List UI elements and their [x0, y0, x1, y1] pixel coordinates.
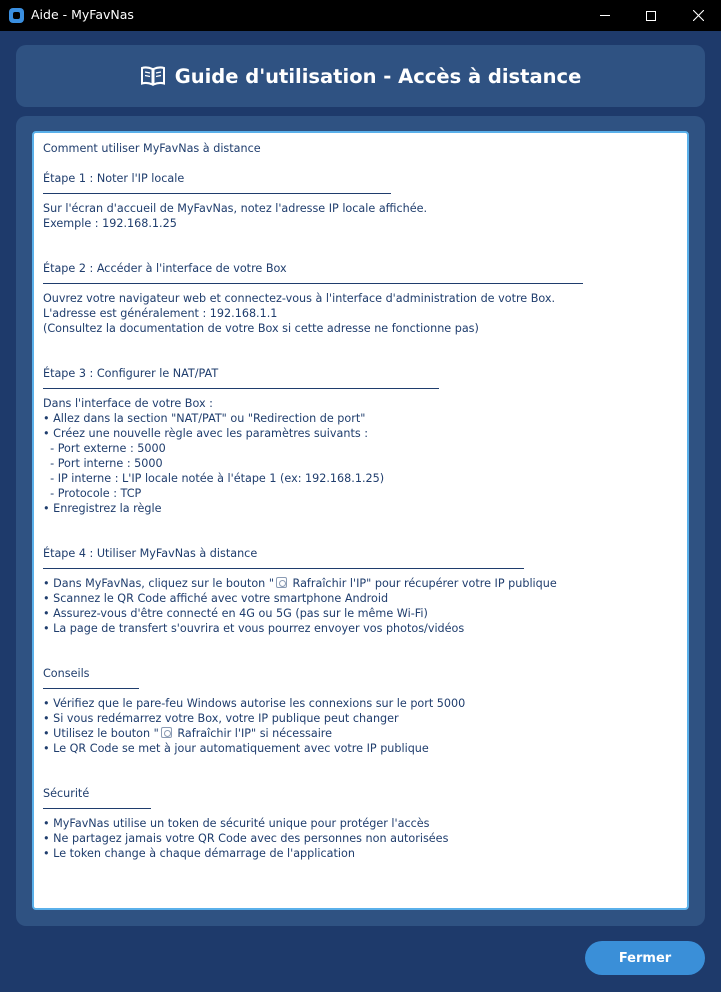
minimize-icon — [600, 15, 610, 16]
page-title: Guide d'utilisation - Accès à distance — [174, 64, 582, 88]
close-icon — [693, 10, 704, 21]
close-button[interactable]: Fermer — [585, 941, 705, 975]
security-line: • Le token change à chaque démarrage de l'application — [43, 847, 355, 860]
maximize-icon — [646, 11, 656, 21]
content-panel — [16, 116, 705, 926]
step1-line: Exemple : 192.168.1.25 — [43, 217, 177, 230]
step1-divider — [43, 186, 678, 201]
step4-line: • Scannez le QR Code affiché avec votre smartphone Android — [43, 592, 389, 605]
security-divider — [43, 801, 678, 816]
step4-divider — [43, 561, 678, 576]
security-line: • Ne partagez jamais votre QR Code avec des personnes non autorisées — [43, 832, 449, 845]
step4-line-end: Rafraîchir l'IP" pour récupérer votre IP publique — [288, 577, 557, 590]
tips-divider — [43, 681, 678, 696]
refresh-icon — [161, 727, 172, 738]
tips-line-end: Rafraîchir l'IP" si nécessaire — [173, 727, 333, 740]
step3-line: • Allez dans la section "NAT/PAT" ou "Redirection de port" — [43, 412, 366, 425]
step2-divider — [43, 276, 678, 291]
step3-line: • Enregistrez la règle — [43, 502, 162, 515]
title-bar — [0, 0, 721, 31]
maximize-button[interactable] — [628, 0, 674, 31]
step2-line: L'adresse est généralement : 192.168.1.1 — [43, 307, 278, 320]
step2-title: Étape 2 : Accéder à l'interface de votre Box — [43, 262, 287, 275]
tips-line: • Le QR Code se met à jour automatiquement avec votre IP publique — [43, 742, 429, 755]
step2-line: (Consultez la documentation de votre Box si cette adresse ne fonctionne pas) — [43, 322, 479, 335]
step4-line-start: • Dans MyFavNas, cliquez sur le bouton " — [43, 577, 274, 590]
step3-line: - IP interne : L'IP locale notée à l'étape 1 (ex: 192.168.1.25) — [43, 472, 385, 485]
step3-line: - Protocole : TCP — [43, 487, 142, 500]
close-window-button[interactable] — [675, 0, 721, 31]
minimize-button[interactable] — [582, 0, 628, 31]
step3-line: - Port interne : 5000 — [43, 457, 163, 470]
window-title: Aide - MyFavNas — [31, 7, 134, 22]
intro-text: Comment utiliser MyFavNas à distance — [43, 142, 261, 155]
step2-line: Ouvrez votre navigateur web et connectez-vous à l'interface d'administration de votre Box. — [43, 292, 556, 305]
refresh-icon — [276, 577, 287, 588]
header-panel — [16, 45, 705, 107]
tips-line-start: • Utilisez le bouton " — [43, 727, 159, 740]
step4-line — [43, 576, 678, 591]
step1-line: Sur l'écran d'accueil de MyFavNas, notez l'adresse IP locale affichée. — [43, 202, 428, 215]
page-title-group — [140, 65, 582, 88]
step4-line: • Assurez-vous d'être connecté en 4G ou 5G (pas sur le même Wi-Fi) — [43, 607, 428, 620]
tips-line: • Vérifiez que le pare-feu Windows autorise les connexions sur le port 5000 — [43, 697, 466, 710]
step3-title: Étape 3 : Configurer le NAT/PAT — [43, 367, 219, 380]
security-title: Sécurité — [43, 787, 90, 800]
tips-title: Conseils — [43, 667, 90, 680]
step3-divider — [43, 381, 678, 396]
step4-title: Étape 4 : Utiliser MyFavNas à distance — [43, 547, 258, 560]
tips-line — [43, 726, 678, 741]
app-icon — [9, 8, 24, 23]
help-text-area[interactable] — [32, 131, 689, 910]
step3-line: Dans l'interface de votre Box : — [43, 397, 213, 410]
step4-line: • La page de transfert s'ouvrira et vous pourrez envoyer vos photos/vidéos — [43, 622, 465, 635]
book-icon — [140, 65, 166, 87]
security-line: • MyFavNas utilise un token de sécurité unique pour protéger l'accès — [43, 817, 430, 830]
step3-line: - Port externe : 5000 — [43, 442, 166, 455]
step1-title: Étape 1 : Noter l'IP locale — [43, 172, 185, 185]
step3-line: • Créez une nouvelle règle avec les paramètres suivants : — [43, 427, 368, 440]
tips-line: • Si vous redémarrez votre Box, votre IP publique peut changer — [43, 712, 399, 725]
